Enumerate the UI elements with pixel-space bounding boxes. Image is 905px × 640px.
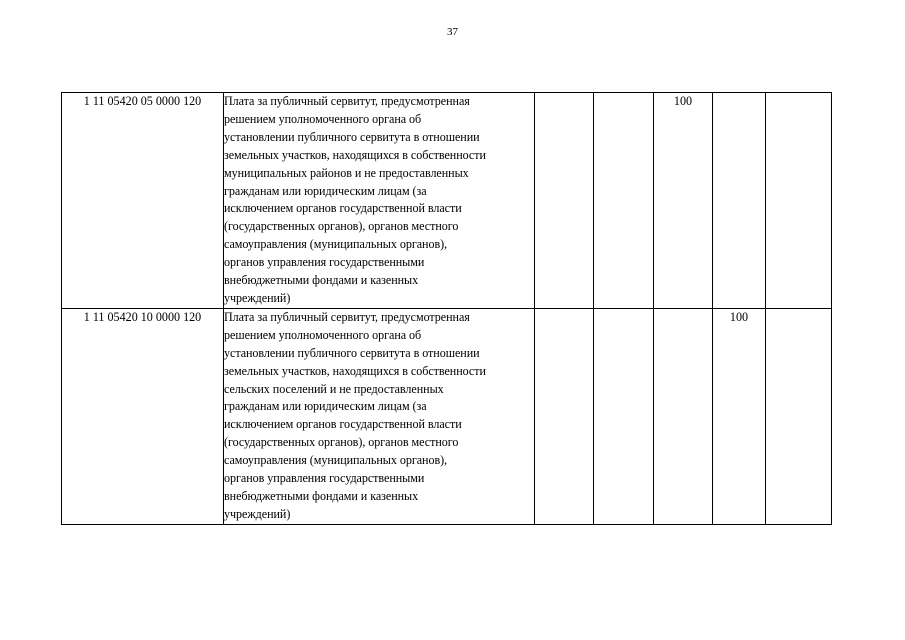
value-cell-b bbox=[594, 308, 654, 524]
description-line: установлении публичного сервитута в отношении bbox=[224, 345, 480, 360]
budget-table bbox=[61, 92, 832, 525]
description-line: гражданам или юридическим лицам (за bbox=[224, 183, 427, 198]
description-line: решением уполномоченного органа об bbox=[224, 111, 422, 126]
value-cell-d: 100 bbox=[713, 308, 766, 524]
value-cell-b bbox=[594, 93, 654, 309]
description-line: (государственных органов), органов местного bbox=[224, 219, 459, 234]
description-line: гражданам или юридическим лицам (за bbox=[224, 399, 427, 414]
description-line: Плата за публичный сервитут, предусмотренная bbox=[224, 309, 470, 324]
table-row bbox=[62, 93, 832, 309]
description-line: внебюджетными фондами и казенных bbox=[224, 488, 419, 503]
description-line: Плата за публичный сервитут, предусмотренная bbox=[224, 94, 470, 108]
value-cell-c bbox=[654, 308, 713, 524]
page-number: 37 bbox=[447, 26, 458, 38]
value-cell-e bbox=[766, 308, 832, 524]
description-cell bbox=[224, 93, 535, 309]
description-cell bbox=[224, 308, 535, 524]
description-line: учреждений) bbox=[224, 290, 291, 305]
budget-code-cell: 1 11 05420 05 0000 120 bbox=[62, 93, 224, 309]
description-line: самоуправления (муниципальных органов), bbox=[224, 453, 448, 468]
description-line: земельных участков, находящихся в собственности bbox=[224, 363, 486, 378]
description-line: исключением органов государственной власти bbox=[224, 417, 462, 432]
description-line: органов управления государственными bbox=[224, 471, 425, 486]
description-line: (государственных органов), органов местного bbox=[224, 435, 459, 450]
description-line: внебюджетными фондами и казенных bbox=[224, 273, 419, 288]
description-line: земельных участков, находящихся в собственности bbox=[224, 147, 486, 162]
description-line: исключением органов государственной власти bbox=[224, 201, 462, 216]
description-line: решением уполномоченного органа об bbox=[224, 327, 422, 342]
value-cell-c: 100 bbox=[654, 93, 713, 309]
description-line: сельских поселений и не предоставленных bbox=[224, 381, 444, 396]
description-line: органов управления государственными bbox=[224, 255, 425, 270]
description-line: учреждений) bbox=[224, 506, 291, 521]
value-cell-a bbox=[535, 308, 594, 524]
value-cell-e bbox=[766, 93, 832, 309]
description-line: муниципальных районов и не предоставленных bbox=[224, 165, 469, 180]
description-line: самоуправления (муниципальных органов), bbox=[224, 237, 448, 252]
budget-code-cell: 1 11 05420 10 0000 120 bbox=[62, 308, 224, 524]
value-cell-d bbox=[713, 93, 766, 309]
description-line: установлении публичного сервитута в отношении bbox=[224, 129, 480, 144]
table-row bbox=[62, 308, 832, 524]
value-cell-a bbox=[535, 93, 594, 309]
